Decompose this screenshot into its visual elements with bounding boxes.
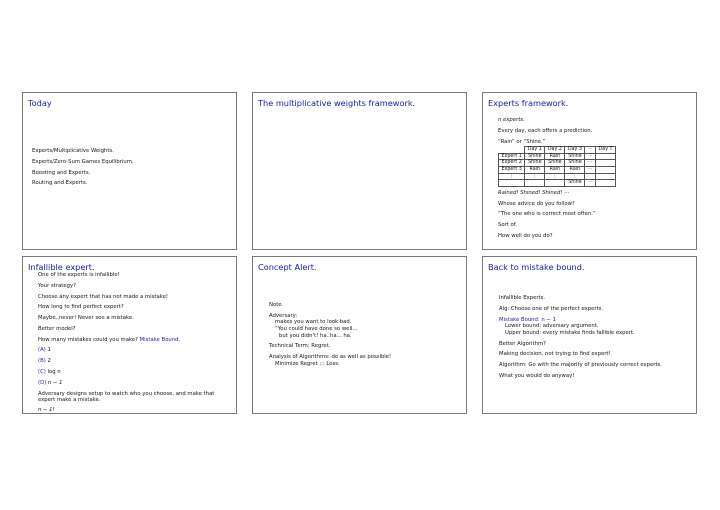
table-cell	[596, 173, 616, 180]
slide-experts-framework	[482, 92, 697, 250]
footer-text: Adversary designs setup to watch who you choose, and make that expert make a mistake.	[38, 390, 215, 404]
slide-title: Concept Alert.	[258, 262, 317, 272]
option-label: (A)	[38, 347, 46, 354]
text-line: Choose any expert that has not made a mistake!	[38, 293, 168, 300]
option-text: log n	[47, 369, 61, 376]
slide-body	[32, 148, 230, 191]
table-cell: Shine	[525, 160, 545, 167]
slide-infallible-expert	[22, 256, 237, 414]
option-text: 2	[47, 358, 51, 365]
question-line	[38, 337, 230, 344]
text-line: “The one who is correct most often.”	[498, 211, 596, 218]
text-line: Whose advice do you follow?	[498, 200, 575, 207]
text-line: Lower bound: adversary argument.	[505, 323, 599, 330]
table-cell: Rain	[545, 153, 565, 160]
experts-table	[498, 146, 616, 187]
intro-line: “Rain” or “Shine.”	[498, 138, 546, 145]
table-header-row	[499, 147, 616, 154]
table-row	[499, 173, 616, 180]
table-cell: ···	[585, 153, 596, 160]
table-cell: ···	[585, 147, 596, 154]
option-label: (B)	[38, 358, 46, 365]
table-cell: Rain	[565, 166, 585, 173]
table-cell: ⋮	[565, 173, 585, 180]
text-line: Better Algorithm?	[499, 340, 546, 347]
table-cell: Shine	[545, 160, 565, 167]
slide-title: The multiplicative weights framework.	[258, 98, 416, 108]
table-cell	[596, 166, 616, 173]
text-line: How long to find perfect expert?	[38, 304, 124, 311]
text-line: ”You could have done so well...	[275, 325, 358, 332]
option-label: (D)	[38, 379, 47, 386]
table-row	[499, 160, 616, 167]
table-cell	[585, 173, 596, 180]
mistake-bound-line: Mistake Bound: n − 1	[499, 316, 556, 323]
slide-body	[499, 295, 690, 384]
table-row	[499, 153, 616, 160]
text-line: Your strategy?	[38, 282, 76, 289]
table-cell: Day 1	[525, 147, 545, 154]
table-cell: Expert 3	[499, 166, 525, 173]
table-cell	[545, 180, 565, 187]
text-line: Technical Term: Regret.	[269, 343, 331, 350]
table-cell: Day 3	[565, 147, 585, 154]
table-cell: Expert 1	[499, 153, 525, 160]
list-item: Routing and Experts.	[32, 180, 88, 187]
answer-text: n − 1!	[38, 406, 55, 413]
outcome-line: Rained! Shined! Shined! ···	[498, 189, 570, 196]
text-line: but you didn’t! ha..ha... ha.	[279, 332, 352, 339]
table-cell: ⋮	[545, 173, 565, 180]
table-cell: Rain	[525, 166, 545, 173]
question-text: How many mistakes could you make?	[38, 336, 138, 343]
slide-title: Today	[28, 98, 52, 108]
text-line: How well do you do?	[498, 232, 553, 239]
table-cell: Day 2	[545, 147, 565, 154]
table-row	[499, 180, 616, 187]
mistake-bound-link: Mistake Bound.	[139, 336, 181, 343]
table-cell: Expert 2	[499, 160, 525, 167]
text-line: Adversary:	[269, 312, 298, 319]
text-line: Better model?	[38, 325, 76, 332]
slide-multiplicative-weights	[252, 92, 467, 250]
text-line: Alg: Choose one of the perfect experts.	[499, 305, 604, 312]
text-line: Making decision, not trying to find expert!	[499, 351, 611, 358]
slide-body	[38, 272, 230, 418]
text-line: makes you want to look bad.	[275, 319, 352, 326]
table-row	[499, 166, 616, 173]
text-line: Note.	[269, 302, 284, 308]
table-cell: ···	[585, 166, 596, 173]
slide-back-to-mistake-bound	[482, 256, 697, 414]
list-item: Boosting and Experts.	[32, 169, 91, 176]
text-line: Infallible Experts.	[499, 295, 546, 301]
text-line: Upper bound: every mistake finds fallible expert.	[505, 329, 635, 336]
table-cell: ⋮	[499, 173, 525, 180]
text-line: Algorithm: Go with the majority of previously correct experts.	[499, 362, 662, 369]
table-cell	[499, 180, 525, 187]
text-line: Maybe..never! Never see a mistake.	[38, 315, 134, 322]
option-text: 1	[47, 347, 51, 354]
table-cell: Shine	[565, 153, 585, 160]
text-line: Sort of.	[498, 222, 517, 229]
table-cell: ⋮	[525, 173, 545, 180]
option-label: (C)	[38, 369, 46, 376]
slide-title: Experts framework.	[488, 98, 569, 108]
option-b	[38, 358, 230, 365]
table-cell: ···	[585, 160, 596, 167]
table-cell: Rain	[545, 166, 565, 173]
table-cell: Shine	[565, 180, 585, 187]
text-line: Minimize Regret ::: Loss.	[275, 360, 340, 367]
table-cell: Day T	[596, 147, 616, 154]
slide-title: Back to mistake bound.	[488, 262, 585, 272]
intro-line: n experts.	[498, 117, 525, 123]
slide-today	[22, 92, 237, 250]
text-line: One of the experts is infallible!	[38, 272, 120, 278]
list-item: Experts/Multiplicative Weights.	[32, 148, 114, 154]
text-line: Analysis of Algorithms: do as well as possible!	[269, 354, 392, 361]
table-cell: ···	[585, 180, 596, 187]
table-cell	[499, 147, 525, 154]
slide-body	[269, 302, 460, 367]
table-cell: Shine	[565, 160, 585, 167]
table-cell	[596, 160, 616, 167]
option-d	[38, 380, 230, 387]
option-text: n − 1	[47, 379, 63, 386]
table-cell	[596, 180, 616, 187]
table-cell	[596, 153, 616, 160]
table-cell	[525, 180, 545, 187]
option-a	[38, 347, 230, 354]
table-cell: Shine	[525, 153, 545, 160]
option-c	[38, 369, 230, 376]
slide-title: Infallible expert.	[28, 262, 95, 272]
text-line: What you would do anyway!	[499, 372, 575, 379]
intro-line: Every day, each offers a prediction.	[498, 127, 593, 134]
slide-concept-alert	[252, 256, 467, 414]
slide-body	[498, 117, 690, 244]
list-item: Experts/Zero-Sum Games Equilibrium.	[32, 158, 134, 165]
